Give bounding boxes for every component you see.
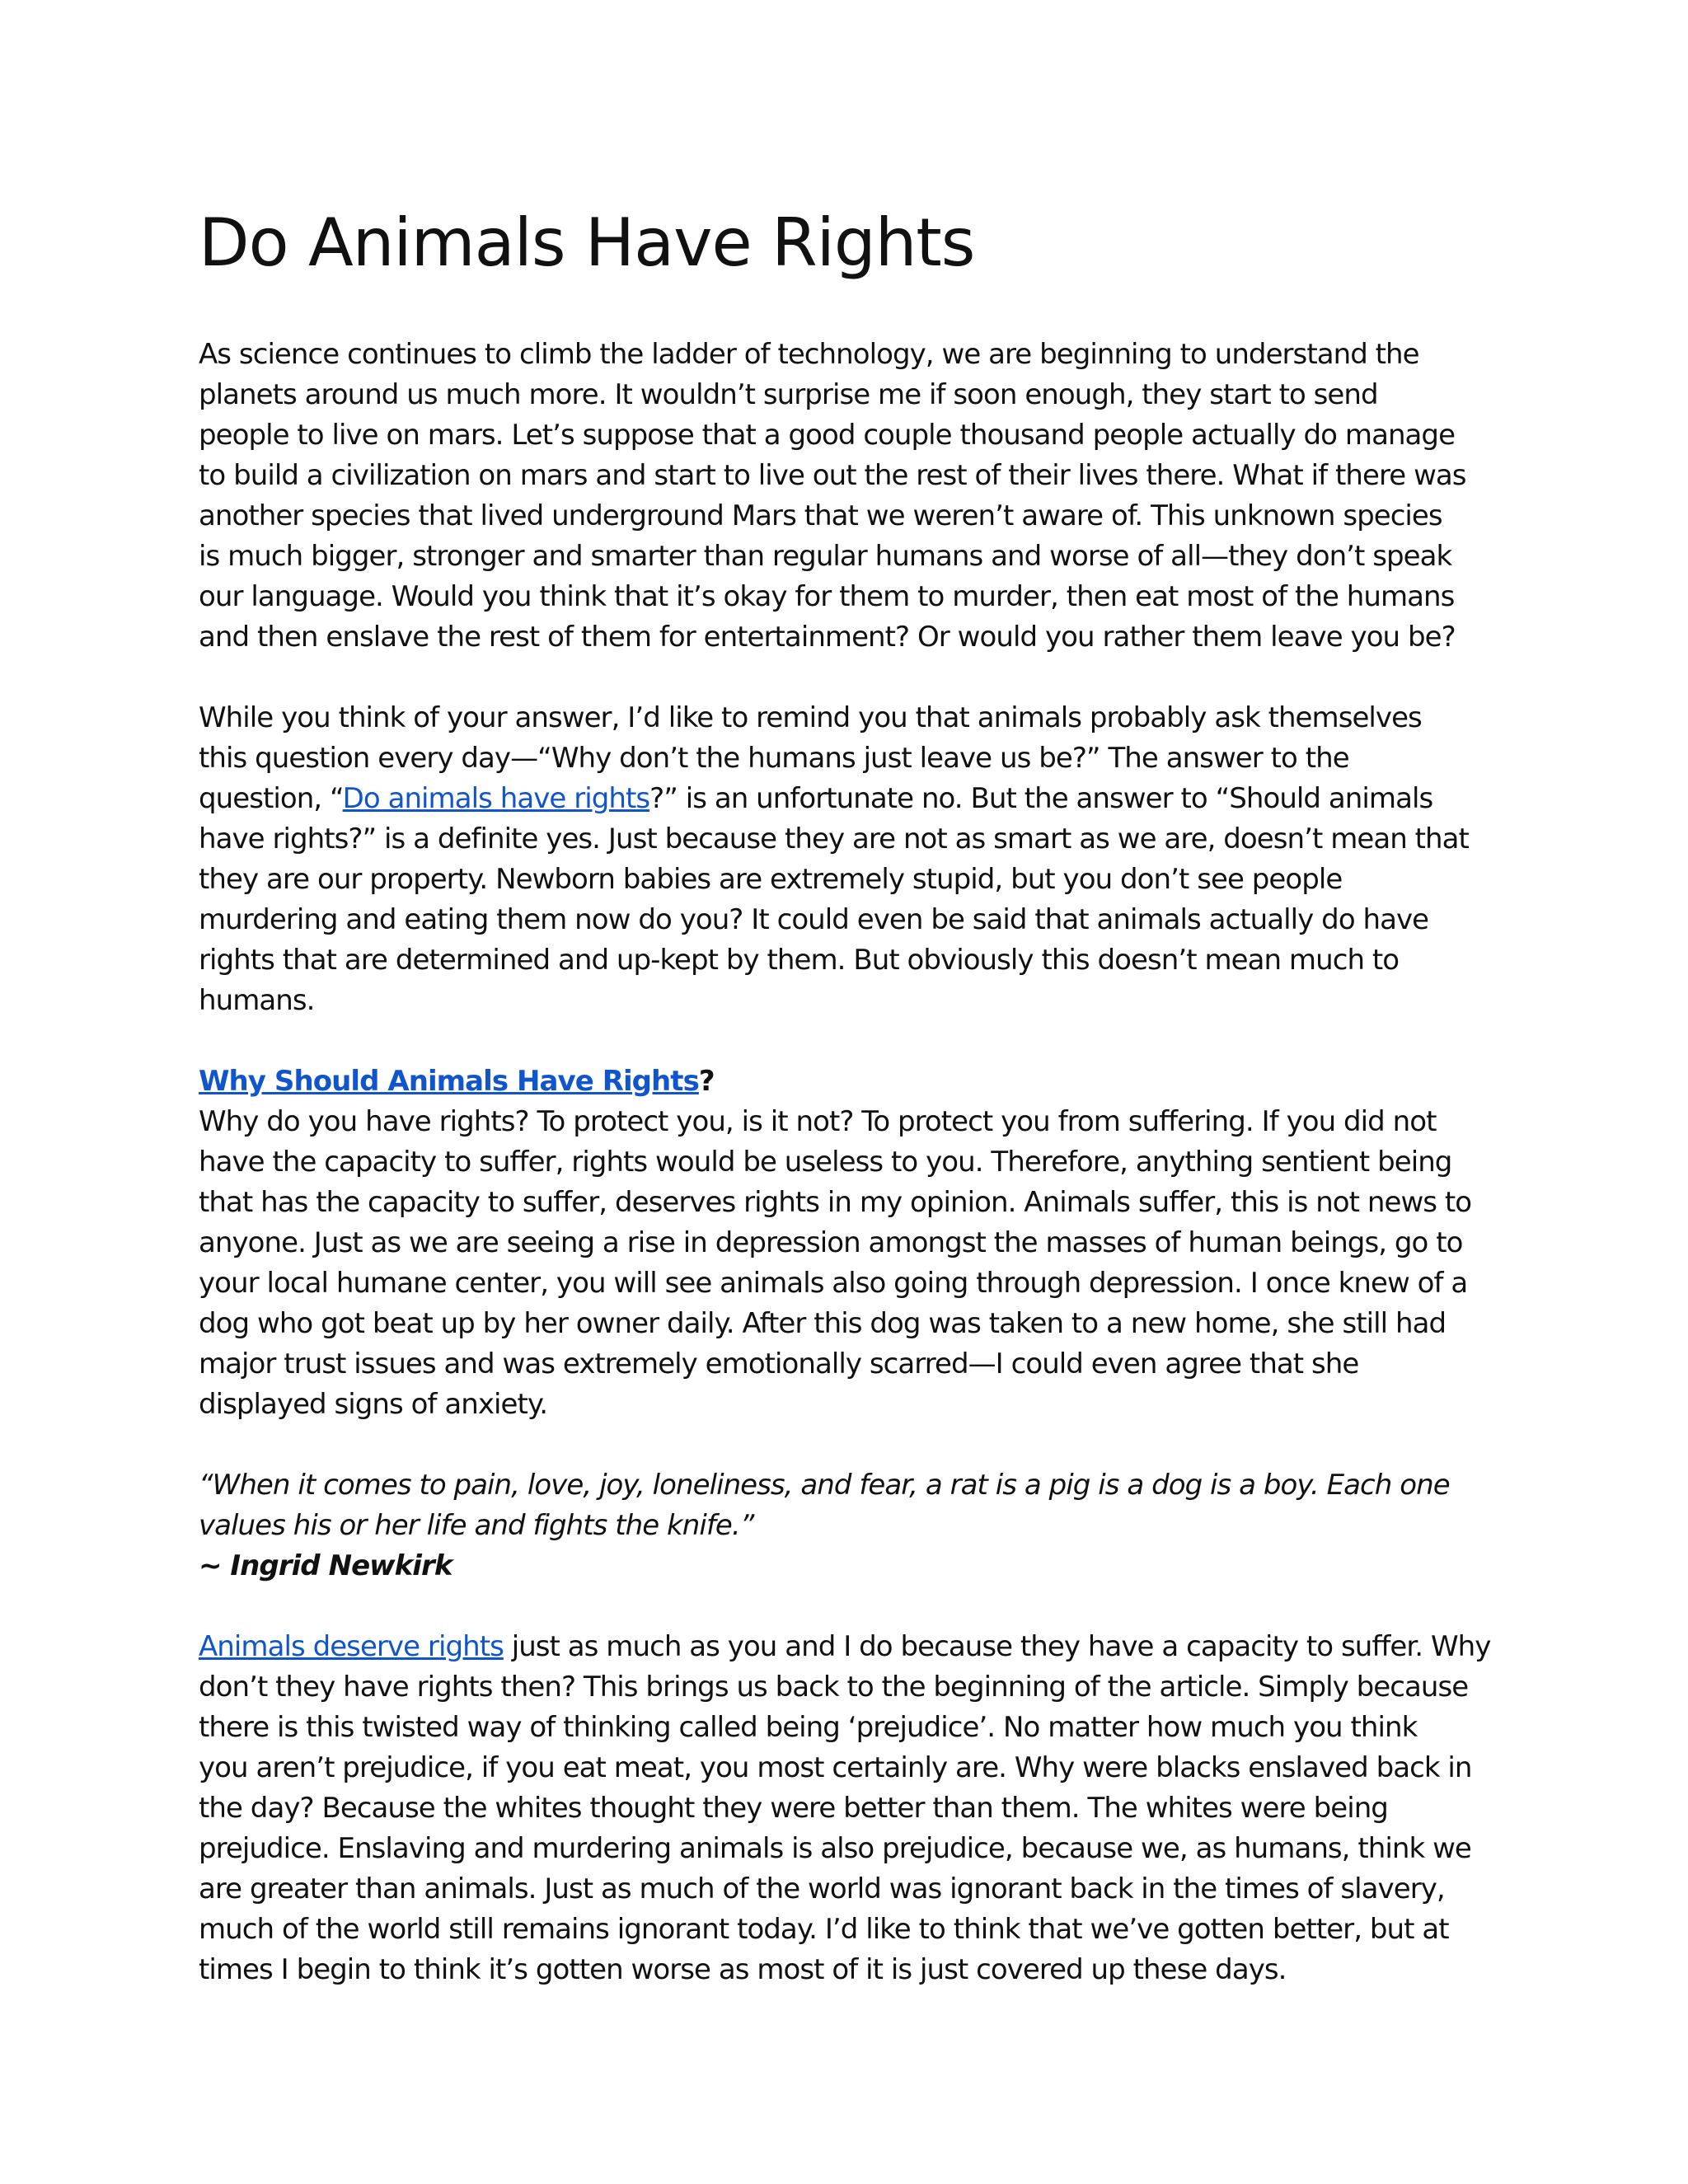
do-animals-have-rights-link[interactable]: Do animals have rights (342, 782, 650, 815)
text-line: prejudice. Enslaving and murdering animals is also prejudice, because we, as humans, think we (199, 1832, 1471, 1865)
text-line: our language. Would you think that it’s okay for them to murder, then eat most of the humans (199, 580, 1455, 613)
text-line: you aren’t prejudice, if you eat meat, you most certainly are. Why were blacks enslaved back in (199, 1751, 1472, 1784)
text-line: While you think of your answer, I’d like to remind you that animals probably ask themselves (199, 701, 1422, 734)
paragraph-intro (199, 335, 1501, 658)
paragraph-spacer (199, 1021, 1501, 1062)
text-line: anyone. Just as we are seeing a rise in depression amongst the masses of human beings, go to (199, 1226, 1463, 1259)
paragraph-prejudice (199, 1627, 1501, 1990)
text-line: there is this twisted way of thinking called being ‘prejudice’. No matter how much you think (199, 1711, 1418, 1744)
quote-line: “When it comes to pain, love, joy, loneliness, and fear, a rat is a pig is a dog is a boy. Each one (199, 1469, 1450, 1502)
text-line: have rights?” is a definite yes. Just because they are not as smart as we are, doesn’t mean that (199, 823, 1469, 855)
quote-line: values his or her life and fights the knife.” (199, 1509, 754, 1542)
paragraph-spacer (199, 1586, 1501, 1627)
text-line: displayed signs of anxiety. (199, 1388, 548, 1421)
text-line: dog who got beat up by her owner daily. After this dog was taken to a new home, she still had (199, 1307, 1447, 1340)
paragraph-answer (199, 698, 1501, 1021)
text-line: don’t they have rights then? This brings us back to the beginning of the article. Simply because (199, 1671, 1469, 1704)
blockquote (199, 1465, 1501, 1586)
text-line: planets around us much more. It wouldn’t surprise me if soon enough, they start to send (199, 378, 1378, 411)
text-line: another species that lived underground Mars that we weren’t aware of. This unknown species (199, 499, 1442, 532)
text-line: this question every day—“Why don’t the humans just leave us be?” The answer to the (199, 742, 1349, 775)
text-line: murdering and eating them now do you? It could even be said that animals actually do have (199, 903, 1429, 936)
text-line (199, 1627, 1501, 1667)
text-line: humans. (199, 984, 315, 1017)
text-line: have the capacity to suffer, rights would be useless to you. Therefore, anything sentient being (199, 1146, 1452, 1179)
text-line: that has the capacity to suffer, deserves rights in my opinion. Animals suffer, this is not news to (199, 1186, 1472, 1219)
text-line: the day? Because the whites thought they were better than them. The whites were being (199, 1792, 1388, 1825)
section-why-rights (199, 1062, 1501, 1425)
text-line: your local humane center, you will see animals also going through depression. I once knew of a (199, 1267, 1468, 1300)
paragraph-spacer (199, 658, 1501, 698)
heading-suffix: ? (698, 1065, 715, 1098)
text-fragment: ?” is an unfortunate no. But the answer to “Should animals (649, 782, 1433, 815)
why-should-animals-have-rights-link[interactable]: Why Should Animals Have Rights (199, 1065, 699, 1098)
text-line: people to live on mars. Let’s suppose that a good couple thousand people actually do manage (199, 419, 1456, 452)
animals-deserve-rights-link[interactable]: Animals deserve rights (199, 1630, 504, 1663)
text-fragment: question, “ (199, 782, 343, 815)
text-line: are greater than animals. Just as much of the world was ignorant back in the times of slavery, (199, 1872, 1445, 1905)
text-line: rights that are determined and up-kept by them. But obviously this doesn’t mean much to (199, 944, 1400, 977)
section-heading (199, 1062, 1501, 1102)
text-fragment: just as much as you and I do because they have a capacity to suffer. Why (503, 1630, 1491, 1663)
text-line: they are our property. Newborn babies are extremely stupid, but you don’t see people (199, 863, 1343, 896)
text-line: and then enslave the rest of them for entertainment? Or would you rather them leave you be? (199, 621, 1456, 654)
quote-author: ~ Ingrid Newkirk (199, 1549, 452, 1582)
text-line: much of the world still remains ignorant today. I’d like to think that we’ve gotten better, but at (199, 1913, 1449, 1946)
text-line: As science continues to climb the ladder of technology, we are beginning to understand the (199, 338, 1419, 371)
paragraph-spacer (199, 1425, 1501, 1465)
text-line (199, 779, 1501, 819)
page-title: Do Animals Have Rights (199, 204, 975, 281)
text-line: times I begin to think it’s gotten worse as most of it is just covered up these days. (199, 1953, 1287, 1986)
text-line: Why do you have rights? To protect you, is it not? To protect you from suffering. If you did not (199, 1105, 1437, 1138)
text-line: is much bigger, stronger and smarter than regular humans and worse of all—they don’t speak (199, 540, 1452, 573)
article-body (199, 335, 1501, 1990)
text-line: major trust issues and was extremely emotionally scarred—I could even agree that she (199, 1347, 1359, 1380)
text-line: to build a civilization on mars and start to live out the rest of their lives there. What if there was (199, 459, 1466, 492)
